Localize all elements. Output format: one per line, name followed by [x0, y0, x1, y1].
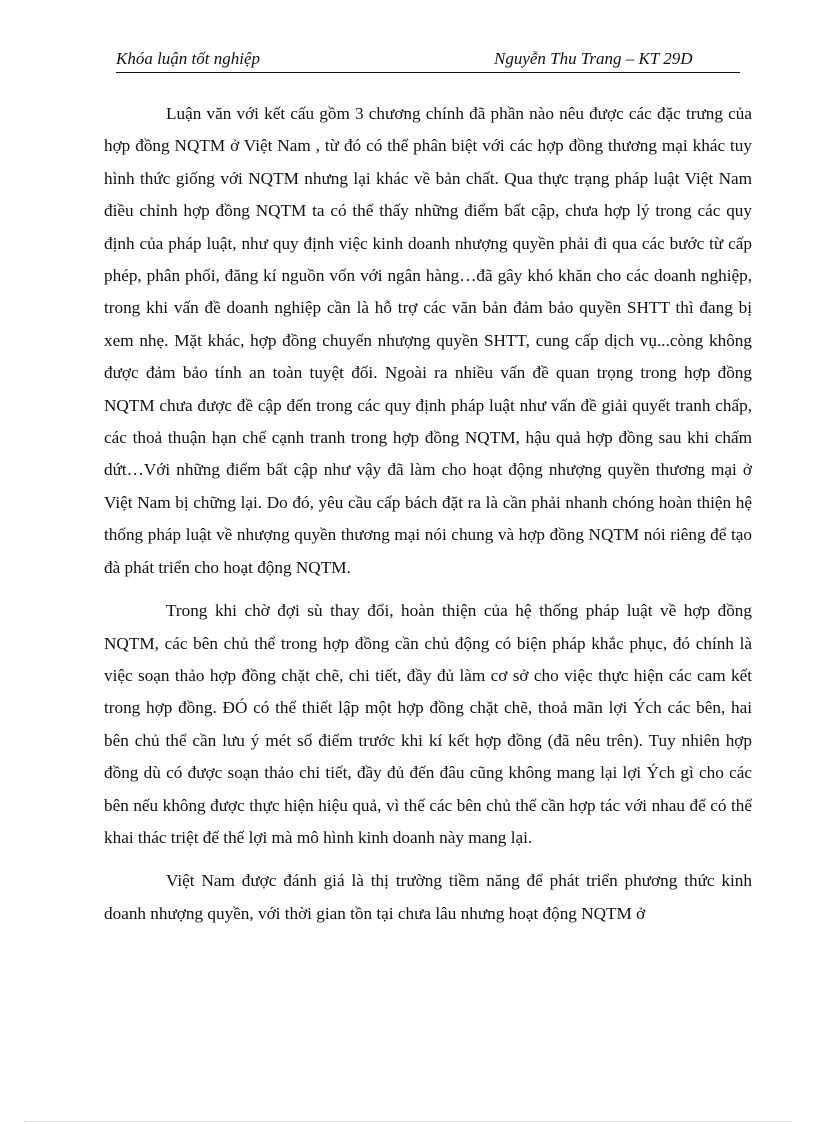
document-body — [104, 98, 752, 941]
header-author: Nguyễn Thu Trang – KT 29D — [494, 49, 693, 68]
paragraph-conclusion: Luận văn với kết cấu gồm 3 chương chính đã phần nào nêu được các đặc trưng của hợp đồng NQTM ở Việt Nam , từ đó có thể phân biệt với các hợp đồng thương mại khác tuy hình thức giống với NQTM nhưng lại khác về bản chất. Qua thực trạng pháp luật Việt Nam điều chỉnh hợp đồng NQTM ta có thể thấy những điểm bất cập, chưa hợp lý trong các quy định của pháp luật, như quy định việc kinh doanh nhượng quyền phải đi qua các bước từ cấp phép, phân phối, đăng kí nguồn vốn với ngân hàng…đã gây khó khăn cho các doanh nghiệp, trong khi vấn đề doanh nghiệp cần là hỗ trợ các văn bản đảm bảo quyền SHTT thì đang bị xem nhẹ. Mặt khác, hợp đồng chuyển nhượng quyền SHTT, cung cấp dịch vụ...còng không được đảm bảo tính an toàn tuyệt đối. Ngoài ra nhiều vấn đề quan trọng trong hợp đồng NQTM chưa được đề cập đến trong các quy định pháp luật như vấn đề giải quyết tranh chấp, các thoả thuận hạn chế cạnh tranh trong hợp đồng NQTM, hậu quả hợp đồng sau khi chấm dứt…Với những điểm bất cập như vậy đã làm cho hoạt động nhượng quyền thương mại ở Việt Nam bị chững lại. Do đó, yêu cầu cấp bách đặt ra là cần phải nhanh chóng hoàn thiện hệ thống pháp luật về nhượng quyền thương mại nói chung và hợp đồng NQTM nói riêng để tạo đà phát triển cho hoạt động NQTM. — [104, 104, 752, 577]
page-header — [116, 48, 740, 73]
page-bottom-divider — [24, 1121, 792, 1122]
paragraph-market-outlook: Việt Nam được đánh giá là thị trường tiềm năng để phát triển phương thức kinh doanh nhượng quyền, với thời gian tồn tại chưa lâu nhưng hoạt động NQTM ở — [104, 871, 752, 923]
header-thesis-title: Khóa luận tốt nghiệp — [116, 49, 261, 68]
paragraph-recommendation: Trong khi chờ đợi sù thay đổi, hoàn thiện của hệ thống pháp luật về hợp đồng NQTM, các bên chủ thể trong hợp đồng cần chủ động có biện pháp khắc phục, đó chính là việc soạn thảo hợp đồng chặt chẽ, chi tiết, đầy đủ làm cơ sở cho việc thực hiện các cam kết trong hợp đồng. ĐÓ có thể thiết lập một hợp đồng chặt chẽ, thoả mãn lợi Ých các bên, hai bên chủ thể cần lưu ý mét số điểm trước khi kí kết hợp đồng (đã nêu trên). Tuy nhiên hợp đồng dù có được soạn thảo chi tiết, đầy đủ đến đâu cũng không mang lại lợi Ých gì cho các bên nếu không được thực hiện hiệu quả, vì thế các bên chủ thể cần hợp tác với nhau để có thể khai thác triệt để thế lợi mà mô hình kinh doanh này mang lại. — [104, 601, 752, 847]
